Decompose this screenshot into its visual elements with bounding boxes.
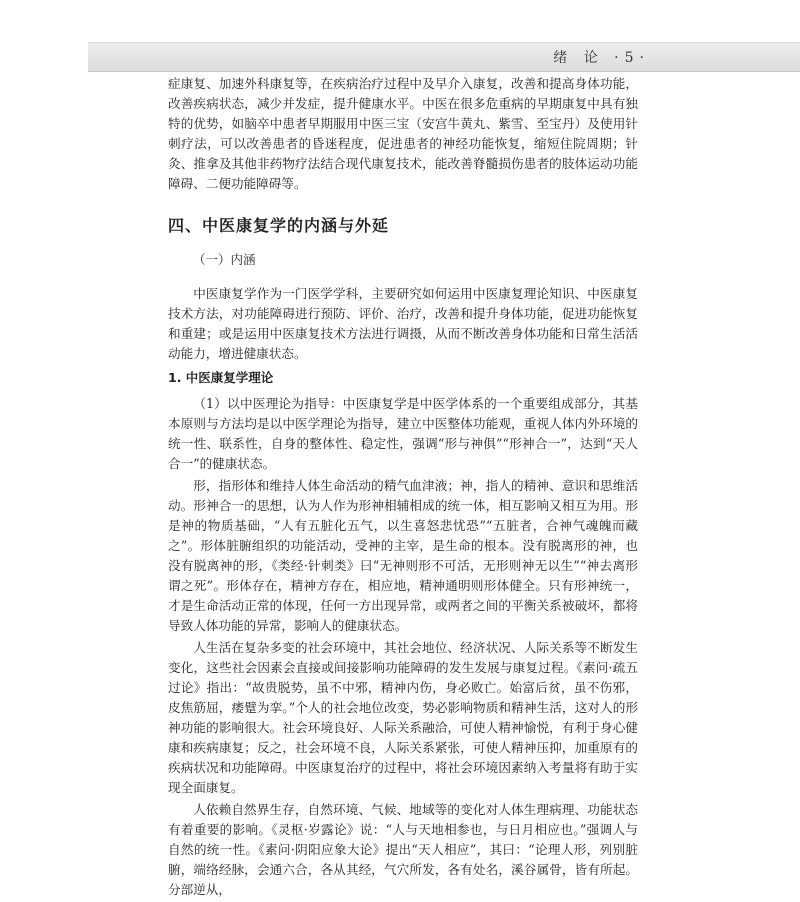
body-paragraph: 形，指形体和维持人体生命活动的精气血津液；神，指人的精神、意识和思维活动。形神合一的思想，认为人作为形神相辅相成的统一体，相互影响又相互为用。形是神的物质基础，“人有五脏化五气，以生喜怒悲忧恐”“五脏者，合神气魂魄而藏之”。形体脏腑组织的功能活动，受神的主宰，是生命的根本。没有脱离形的神，也没有脱离神的形，《类经·针刺类》曰“无神则形不可活，无形则神无以生”“神去离形谓之死”。形体存在，精神方存在，相应地，精神通明则形体健全。只有形神统一，才是生命活动正常的体现，任何一方出现异常，或两者之间的平衡关系被破坏，都将导致人体功能的异常，影响人的健康状态。: [168, 478, 638, 633]
body-paragraph: 症康复、加速外科康复等，在疾病治疗过程中及早介入康复，改善和提高身体功能，改善疾病状态，减少并发症，提升健康水平。中医在很多危重病的早期康复中具有独特的优势，如脑卒中患者早期服用中医三宝（安宫牛黄丸、紫雪、至宝丹）及使用针刺疗法，可以改善患者的昏迷程度，促进患者的神经功能恢复，缩短住院周期；针灸、推拿及其他非药物疗法结合现代康复技术，能改善脊髓损伤患者的肢体运动功能障碍、二便功能障碍等。: [168, 76, 638, 191]
subsection-heading: （一）内涵: [193, 252, 256, 267]
body-paragraph: （1）以中医理论为指导：中医康复学是中医学体系的一个重要组成部分，其基本原则与方法均是以中医学理论为指导，建立中医整体功能观，重视人体内外环境的统一性、联系性，自身的整体性、稳定性，强调“形与神俱”“形神合一”，达到“天人合一”的健康状态。: [168, 396, 638, 471]
section-heading: 四、中医康复学的内涵与外延: [168, 216, 390, 235]
page-body: [168, 74, 638, 902]
body-paragraph: 人生活在复杂多变的社会环境中，其社会地位、经济状况、人际关系等不断发生变化，这些社会因素会直接或间接影响功能障碍的发生发展与康复过程。《素问·疏五过论》指出：“故贵脱势，虽不中邪，精神内伤，身必败亡。始富后贫，虽不伤邪，皮焦筋屈，痿躄为挛。”个人的社会地位改变，势必影响物质和精神生活，这对人的形神功能的影响很大。社会环境良好、人际关系融洽，可使人精神愉悦，有利于身心健康和疾病康复；反之，社会环境不良，人际关系紧张，可使人精神压抑，加重原有的疾病状况和功能障碍。中医康复治疗的过程中，将社会环境因素纳入考量将有助于实现全面康复。: [168, 640, 638, 795]
item-heading: 1. 中医康复学理论: [168, 370, 274, 385]
body-paragraph: 人依赖自然界生存，自然环境、气候、地域等的变化对人体生理病理、功能状态有着重要的影响。《灵枢·岁露论》说：“人与天地相参也，与日月相应也。”强调人与自然的统一性。《素问·阴阳应象大论》提出“天人相应”，其曰：“论理人形，列别脏腑，端络经脉，会通六合，各从其经，气穴所发，各有处名，溪谷属骨，皆有所起。分部逆从，: [168, 802, 638, 897]
running-header-bar: [88, 42, 800, 72]
running-head: 绪 论 ·5·: [553, 50, 650, 66]
body-paragraph: 中医康复学作为一门医学学科，主要研究如何运用中医康复理论知识、中医康复技术方法，对功能障碍进行预防、评价、治疗，改善和提升身体功能，促进功能恢复和重建；或是运用中医康复技术方法进行调摄，从而不断改善身体功能和日常生活活动能力，增进健康状态。: [168, 286, 638, 361]
